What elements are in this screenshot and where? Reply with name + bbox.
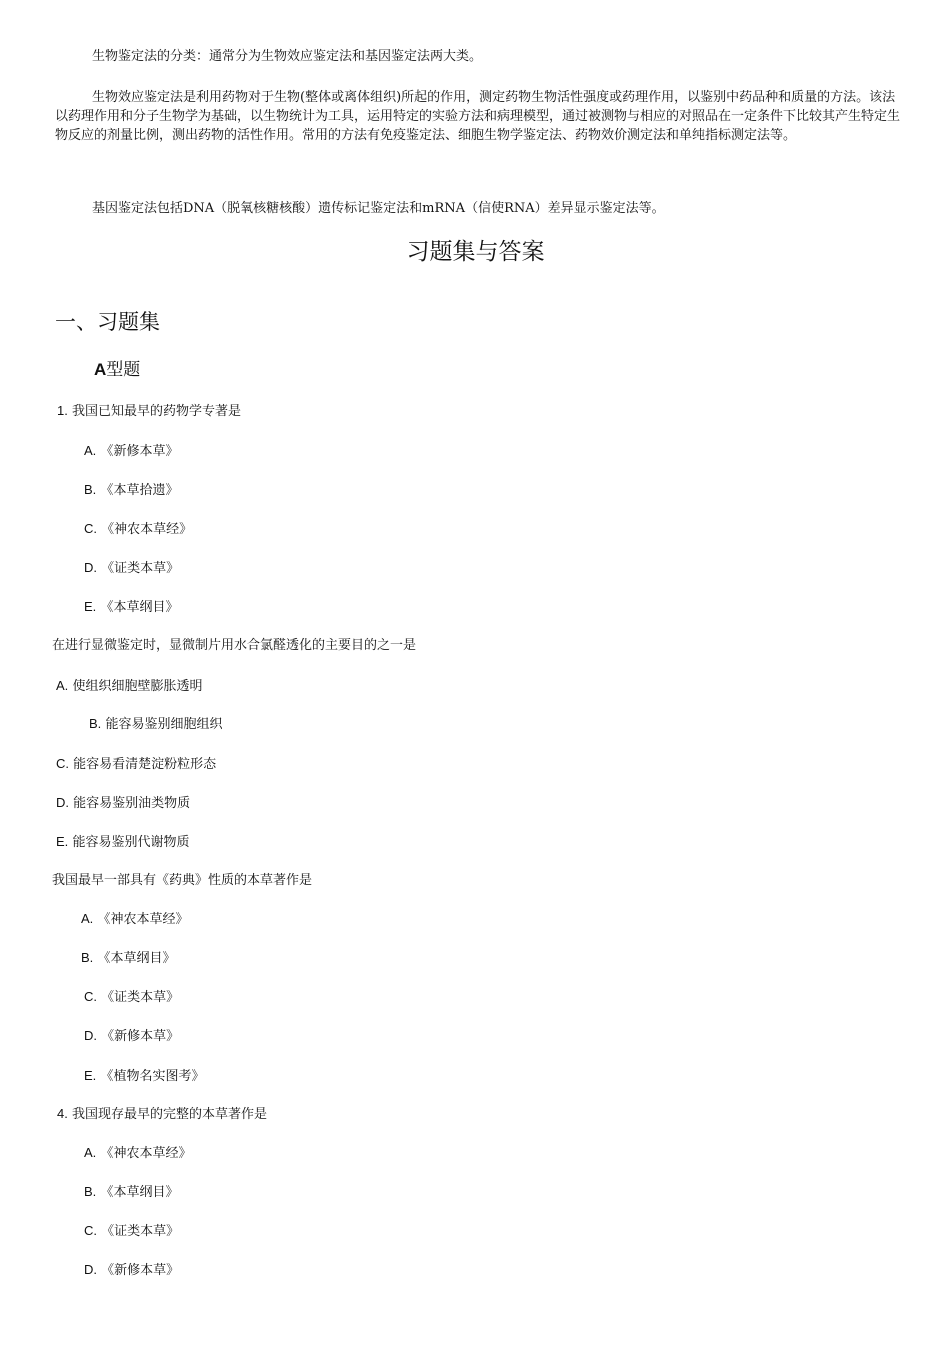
question-number: 4.	[57, 1106, 68, 1121]
option-text: 《神农本草经》	[100, 1146, 192, 1161]
option-text: 能容易鉴别细胞组织	[105, 717, 223, 732]
question-2-option-d	[56, 793, 190, 814]
option-text: 《本草拾遗》	[100, 483, 179, 498]
option-text: 能容易鉴别代谢物质	[72, 835, 190, 850]
option-letter: C.	[56, 756, 69, 771]
question-1-option-e	[84, 597, 178, 618]
option-text: 《证类本草》	[101, 990, 180, 1005]
option-letter: A.	[56, 678, 69, 693]
question-1-option-b	[84, 480, 178, 501]
question-4-option-b	[84, 1182, 178, 1203]
option-letter: D.	[84, 560, 97, 575]
option-letter: A.	[81, 911, 94, 926]
question-4-option-d	[84, 1260, 179, 1281]
option-letter: B.	[84, 1184, 97, 1199]
option-letter: A.	[84, 443, 97, 458]
question-4	[57, 1104, 267, 1125]
option-text: 《证类本草》	[101, 1224, 180, 1239]
option-letter: B.	[84, 482, 97, 497]
option-letter: D.	[84, 1262, 97, 1277]
option-letter: B.	[89, 716, 102, 731]
option-text: 《本草纲目》	[100, 1185, 179, 1200]
option-text: 《新修本草》	[100, 444, 179, 459]
question-3	[52, 871, 312, 891]
option-letter: A.	[84, 1145, 97, 1160]
question-text: 我国最早一部具有《药典》性质的本草著作是	[52, 873, 313, 888]
question-1	[57, 401, 241, 422]
intro-gene-paragraph: 基因鉴定法包括DNA（脱氧核糖核酸）遗传标记鉴定法和mRNA（信使RNA）差异显示鉴定法等。	[92, 201, 665, 216]
question-2-option-b	[89, 714, 222, 735]
option-text: 《新修本草》	[101, 1029, 180, 1044]
subsection-title	[94, 357, 140, 383]
option-text: 《神农本草经》	[97, 912, 189, 927]
question-2-option-a	[56, 676, 202, 697]
question-2	[52, 636, 416, 656]
subsection-letter: A	[94, 360, 107, 379]
option-letter: D.	[56, 795, 69, 810]
option-letter: B.	[81, 950, 94, 965]
option-letter: C.	[84, 989, 97, 1004]
intro-bio-effect-paragraph: 生物效应鉴定法是利用药物对于生物(整体或离体组织)所起的作用，测定药物生物活性强度或药理作用，以鉴别中药品种和质量的方法。该法以药理作用和分子生物学为基础，以生物统计为工具，运用特定的实验方法和病理模型，通过被测物与相应的对照品在一定条件下比较其产生特定生物反应的剂量比例，测出药物的活性作用。常用的方法有免疫鉴定法、细胞生物学鉴定法、药物效价测定法和单纯指标测定法等。	[55, 90, 901, 143]
question-3-option-b	[81, 948, 175, 969]
question-1-option-d	[84, 558, 179, 579]
option-letter: C.	[84, 521, 97, 536]
question-3-option-a	[81, 909, 188, 930]
section-title: 一、习题集	[55, 310, 160, 334]
question-3-option-c	[84, 987, 179, 1008]
document-title: 习题集与答案	[406, 239, 545, 265]
subsection-label: 型题	[106, 360, 141, 380]
question-2-option-c	[56, 754, 216, 775]
option-text: 能容易鉴别油类物质	[73, 796, 191, 811]
option-text: 《植物名实图考》	[100, 1069, 205, 1084]
option-letter: C.	[84, 1223, 97, 1238]
question-text: 我国已知最早的药物学专著是	[71, 404, 241, 419]
question-4-option-a	[84, 1143, 191, 1164]
question-3-option-e	[84, 1066, 204, 1087]
option-text: 能容易看清楚淀粉粒形态	[73, 757, 217, 772]
question-3-option-d	[84, 1026, 179, 1047]
option-text: 《本草纲目》	[100, 600, 179, 615]
option-letter: E.	[84, 599, 97, 614]
option-text: 《新修本草》	[101, 1263, 180, 1278]
question-2-option-e	[56, 832, 189, 853]
intro-classification-paragraph: 生物鉴定法的分类：通常分为生物效应鉴定法和基因鉴定法两大类。	[92, 49, 483, 64]
question-text: 我国现存最早的完整的本草著作是	[71, 1107, 267, 1122]
option-text: 《本草纲目》	[97, 951, 176, 966]
option-letter: E.	[56, 834, 69, 849]
question-text: 在进行显微鉴定时，显微制片用水合氯醛透化的主要目的之一是	[52, 638, 417, 653]
question-1-option-c	[84, 519, 192, 540]
option-letter: D.	[84, 1028, 97, 1043]
option-text: 使组织细胞壁膨胀透明	[72, 679, 203, 694]
option-text: 《证类本草》	[101, 561, 180, 576]
option-letter: E.	[84, 1068, 97, 1083]
option-text: 《神农本草经》	[101, 522, 193, 537]
question-1-option-a	[84, 441, 178, 462]
question-number: 1.	[57, 403, 68, 418]
question-4-option-c	[84, 1221, 179, 1242]
